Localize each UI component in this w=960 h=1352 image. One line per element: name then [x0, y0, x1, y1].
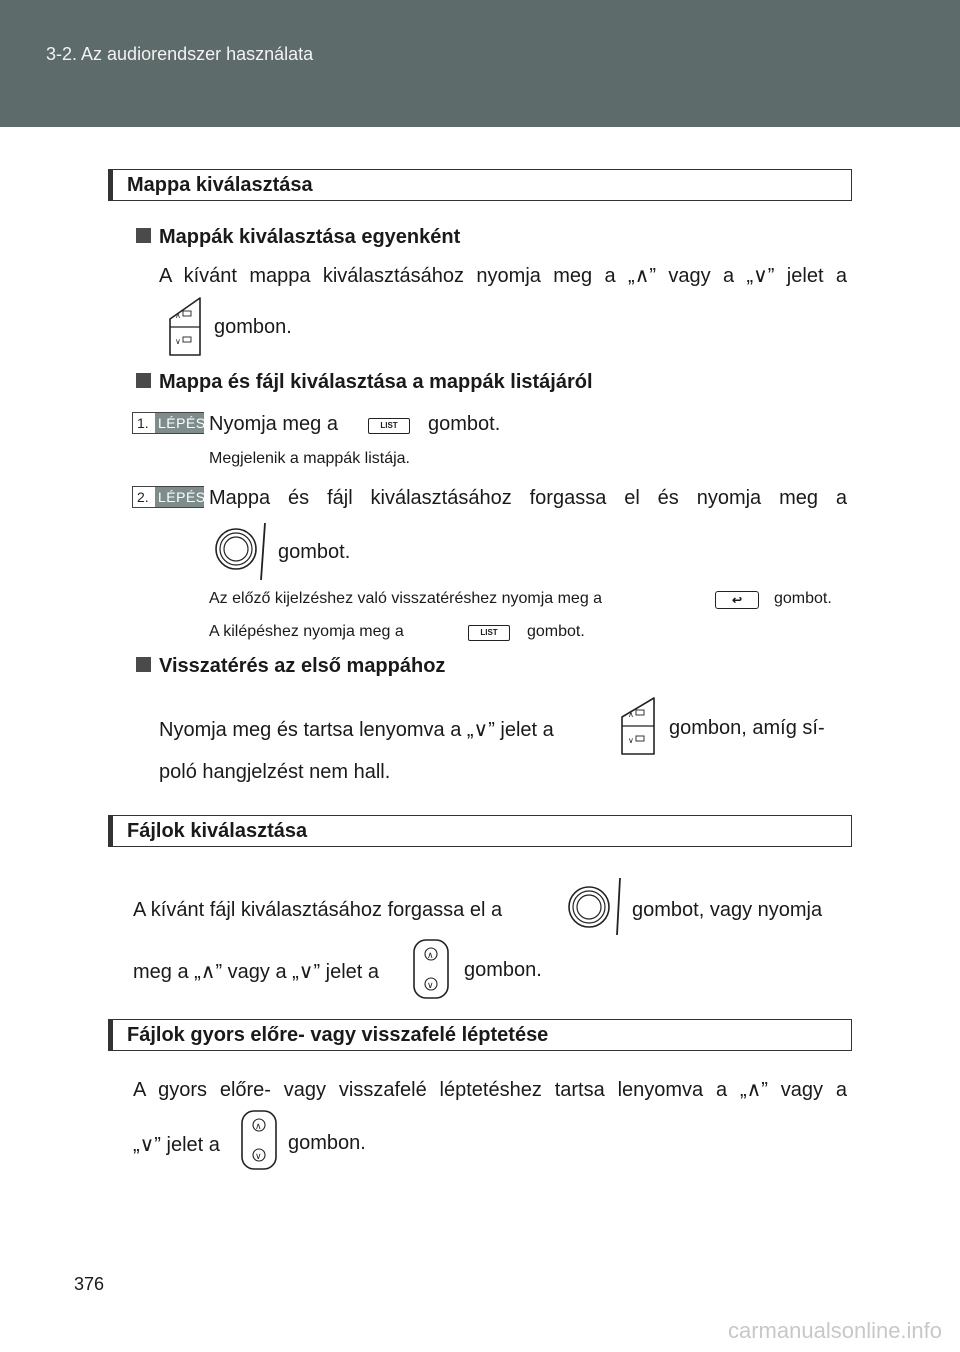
- paragraph-line: A kívánt mappa kiválasztásához nyomja meg a „∧” vagy a „∨” jelet a: [159, 265, 847, 287]
- paragraph-line: gombon.: [464, 959, 542, 981]
- svg-text:∧: ∧: [628, 710, 634, 719]
- folder-up-down-button-icon: [618, 697, 658, 757]
- paragraph-line: Nyomja meg és tartsa lenyomva a „∨” jelet a: [159, 719, 554, 741]
- paragraph-line: gombot, vagy nyomja: [632, 899, 823, 921]
- section-heading-mappa: [108, 169, 852, 201]
- section-title: Fájlok kiválasztása: [127, 820, 308, 842]
- step-note: Megjelenik a mappák listája.: [209, 450, 410, 467]
- watermark: carmanualsonline.info: [728, 1318, 943, 1343]
- step-text: Nyomja meg a: [209, 413, 338, 435]
- subheading-mappak-listajarol: Mappa és fájl kiválasztása a mappák listájáról: [136, 371, 593, 394]
- step-note: A kilépéshez nyomja meg a: [209, 623, 404, 640]
- list-button-icon: LIST: [368, 418, 410, 434]
- svg-text:∨: ∨: [427, 981, 434, 991]
- svg-text:∧: ∧: [175, 311, 181, 320]
- section-heading-fajlok: [108, 815, 852, 847]
- tune-select-knob-icon: [212, 520, 268, 582]
- tune-select-knob-icon: [565, 875, 625, 937]
- paragraph-line: gombon.: [288, 1132, 366, 1154]
- back-button-icon: ↩: [715, 591, 759, 609]
- square-bullet-icon: [136, 657, 151, 672]
- up-down-button-icon: [412, 939, 452, 1001]
- paragraph-line: „∨” jelet a: [133, 1134, 220, 1156]
- square-bullet-icon: [136, 228, 151, 243]
- paragraph-line: poló hangjelzést nem hall.: [159, 761, 391, 783]
- folder-up-down-button-icon: [166, 297, 202, 357]
- square-bullet-icon: [136, 373, 151, 388]
- page-number: 376: [74, 1274, 105, 1294]
- step-note: gombot.: [774, 590, 832, 607]
- paragraph-line: A gyors előre- vagy visszafelé léptetéshez tartsa lenyomva a „∧” vagy a: [133, 1079, 847, 1101]
- section-title: Fájlok gyors előre- vagy visszafelé léptetése: [127, 1024, 549, 1046]
- svg-text:∨: ∨: [255, 1152, 262, 1162]
- step-note: Az előző kijelzéshez való visszatéréshez nyomja meg a: [209, 590, 603, 607]
- subheading-mappak-egyenkent: Mappák kiválasztása egyenként: [136, 226, 460, 249]
- paragraph-line: meg a „∧” vagy a „∨” jelet a: [133, 961, 380, 983]
- chapter-title: 3-2. Az audiorendszer használata: [46, 44, 314, 64]
- paragraph-line: A kívánt fájl kiválasztásához forgassa el a: [133, 899, 503, 921]
- paragraph-line: gombon.: [214, 316, 292, 338]
- list-button-icon: LIST: [468, 625, 510, 641]
- svg-text:∧: ∧: [255, 1122, 262, 1132]
- section-heading-gyors: [108, 1019, 852, 1051]
- step-text: gombot.: [278, 541, 351, 563]
- step-badge-2: 2. LÉPÉS: [132, 486, 204, 508]
- svg-text:∧: ∧: [427, 951, 434, 961]
- step-text: Mappa és fájl kiválasztásához forgassa el és nyomja meg a: [209, 487, 847, 509]
- step-badge-1: 1. LÉPÉS: [132, 412, 204, 434]
- paragraph-line: gombon, amíg sí-: [669, 717, 825, 739]
- up-down-button-icon: [240, 1110, 280, 1172]
- step-note: gombot.: [527, 623, 585, 640]
- page-header: [0, 0, 960, 127]
- section-title: Mappa kiválasztása: [127, 174, 313, 196]
- svg-text:∨: ∨: [175, 337, 181, 346]
- subheading-visszateres: Visszatérés az első mappához: [136, 655, 445, 678]
- step-text: gombot.: [428, 413, 501, 435]
- svg-text:∨: ∨: [628, 736, 634, 745]
